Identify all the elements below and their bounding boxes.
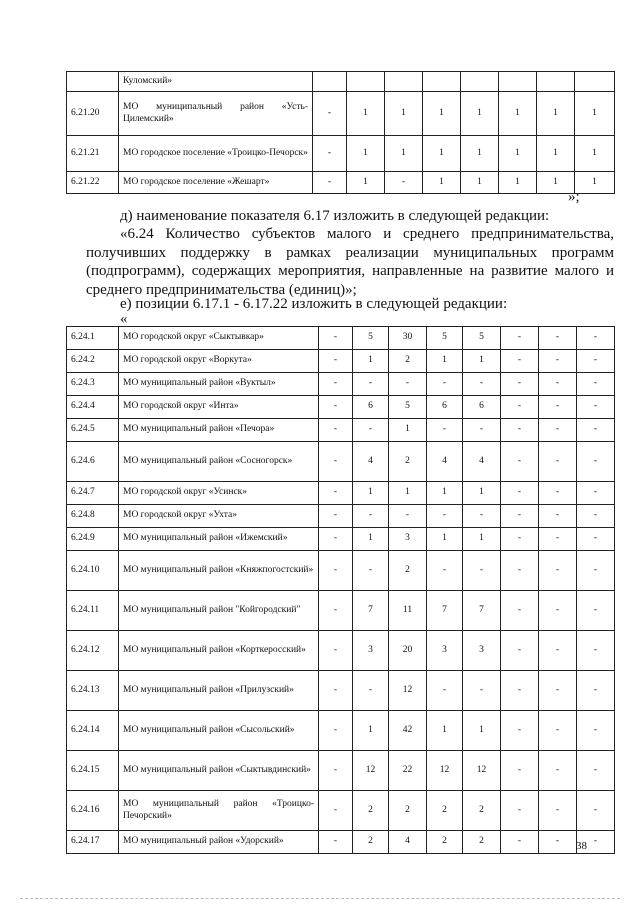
value-cell: -: [577, 631, 615, 671]
value-cell: 1: [423, 92, 461, 136]
value-cell: -: [353, 671, 389, 711]
value-cell: 4: [463, 442, 501, 482]
value-cell: 2: [463, 791, 501, 831]
table-row: [67, 442, 615, 482]
value-cell: -: [501, 551, 539, 591]
value-cell: 3: [463, 631, 501, 671]
value-cell: -: [319, 482, 353, 505]
value-cell: -: [353, 505, 389, 528]
table-row: [67, 92, 615, 136]
table-row: [67, 373, 615, 396]
page-bottom-edge: [20, 898, 620, 899]
municipality-name-cell: МО муниципальный район «Прилузский»: [119, 671, 319, 711]
value-cell: -: [577, 528, 615, 551]
value-cell: -: [577, 591, 615, 631]
row-number-cell: 6.24.3: [67, 373, 119, 396]
value-cell: [385, 72, 423, 92]
value-cell: -: [319, 373, 353, 396]
municipality-name-cell: МО муниципальный район «Вуктыл»: [119, 373, 319, 396]
value-cell: 1: [537, 172, 575, 194]
value-cell: 2: [389, 350, 427, 373]
value-cell: -: [539, 373, 577, 396]
value-cell: -: [577, 373, 615, 396]
value-cell: 1: [385, 92, 423, 136]
value-cell: 1: [499, 172, 537, 194]
value-cell: 12: [353, 751, 389, 791]
value-cell: 1: [347, 172, 385, 194]
row-number-cell: 6.24.14: [67, 711, 119, 751]
municipality-name-cell: МО муниципальный район «Троицко-Печорский»: [119, 791, 319, 831]
value-cell: [461, 72, 499, 92]
value-cell: -: [501, 396, 539, 419]
value-cell: -: [577, 831, 615, 854]
value-cell: 1: [537, 136, 575, 172]
value-cell: -: [577, 551, 615, 591]
value-cell: -: [577, 419, 615, 442]
table-row: [67, 505, 615, 528]
municipality-name-cell: МО городской округ «Сыктывкар»: [119, 327, 319, 350]
value-cell: -: [319, 591, 353, 631]
value-cell: -: [501, 482, 539, 505]
value-cell: 1: [461, 92, 499, 136]
table-row: [67, 591, 615, 631]
value-cell: 12: [463, 751, 501, 791]
value-cell: 4: [427, 442, 463, 482]
table-row: [67, 711, 615, 751]
table-row: [67, 528, 615, 551]
value-cell: -: [577, 711, 615, 751]
value-cell: -: [353, 551, 389, 591]
value-cell: -: [577, 442, 615, 482]
value-cell: 1: [423, 136, 461, 172]
value-cell: -: [313, 172, 347, 194]
value-cell: 2: [463, 831, 501, 854]
value-cell: -: [463, 505, 501, 528]
table-row: [67, 482, 615, 505]
value-cell: -: [539, 671, 577, 711]
value-cell: 42: [389, 711, 427, 751]
value-cell: -: [539, 350, 577, 373]
row-number-cell: 6.24.2: [67, 350, 119, 373]
value-cell: 1: [463, 350, 501, 373]
table-row: [67, 631, 615, 671]
value-cell: -: [539, 751, 577, 791]
municipality-name-cell: МО муниципальный район "Койгородский": [119, 591, 319, 631]
value-cell: -: [539, 442, 577, 482]
value-cell: -: [577, 791, 615, 831]
value-cell: -: [577, 751, 615, 791]
municipality-name-cell: МО городское поселение «Жешарт»: [119, 172, 313, 194]
value-cell: -: [539, 791, 577, 831]
value-cell: -: [501, 442, 539, 482]
value-cell: 1: [537, 92, 575, 136]
opening-quote-mark: «: [120, 311, 128, 327]
value-cell: 7: [353, 591, 389, 631]
municipality-name-cell: МО муниципальный район «Сысольский»: [119, 711, 319, 751]
municipality-name-cell: МО муниципальный район «Княжпогостский»: [119, 551, 319, 591]
row-number-cell: 6.24.1: [67, 327, 119, 350]
value-cell: 1: [427, 350, 463, 373]
row-number-cell: 6.24.13: [67, 671, 119, 711]
table-row: [67, 751, 615, 791]
value-cell: 6: [463, 396, 501, 419]
value-cell: -: [319, 711, 353, 751]
value-cell: -: [427, 505, 463, 528]
value-cell: 7: [427, 591, 463, 631]
value-cell: 1: [385, 136, 423, 172]
value-cell: -: [501, 591, 539, 631]
value-cell: 3: [427, 631, 463, 671]
value-cell: -: [319, 505, 353, 528]
value-cell: 1: [353, 711, 389, 751]
value-cell: -: [501, 373, 539, 396]
value-cell: 1: [423, 172, 461, 194]
municipality-name-cell: МО муниципальный район «Корткеросский»: [119, 631, 319, 671]
value-cell: 6: [353, 396, 389, 419]
row-number-cell: 6.21.21: [67, 136, 119, 172]
value-cell: 1: [461, 172, 499, 194]
value-cell: -: [501, 505, 539, 528]
municipality-name-cell: МО муниципальный район «Сосногорск»: [119, 442, 319, 482]
row-number-cell: 6.24.9: [67, 528, 119, 551]
value-cell: -: [313, 92, 347, 136]
row-number-cell: 6.24.17: [67, 831, 119, 854]
row-number-cell: [67, 72, 119, 92]
value-cell: -: [539, 396, 577, 419]
table-row: [67, 671, 615, 711]
row-number-cell: 6.24.6: [67, 442, 119, 482]
value-cell: 7: [463, 591, 501, 631]
value-cell: 2: [427, 791, 463, 831]
value-cell: [423, 72, 461, 92]
closing-quote-mark: »;: [568, 189, 580, 205]
value-cell: 3: [389, 528, 427, 551]
value-cell: -: [539, 419, 577, 442]
value-cell: 12: [389, 671, 427, 711]
table-row: [67, 551, 615, 591]
value-cell: 2: [353, 791, 389, 831]
value-cell: 11: [389, 591, 427, 631]
municipality-name-cell: МО городской округ «Усинск»: [119, 482, 319, 505]
value-cell: -: [427, 373, 463, 396]
value-cell: -: [319, 327, 353, 350]
value-cell: -: [319, 396, 353, 419]
value-cell: -: [577, 350, 615, 373]
value-cell: 4: [389, 831, 427, 854]
value-cell: -: [501, 631, 539, 671]
value-cell: [537, 72, 575, 92]
value-cell: 1: [427, 711, 463, 751]
value-cell: 6: [427, 396, 463, 419]
municipality-name-cell: МО городской округ «Ухта»: [119, 505, 319, 528]
value-cell: -: [319, 751, 353, 791]
value-cell: -: [577, 327, 615, 350]
row-number-cell: 6.24.5: [67, 419, 119, 442]
value-cell: -: [501, 327, 539, 350]
value-cell: 1: [461, 136, 499, 172]
row-number-cell: 6.21.22: [67, 172, 119, 194]
value-cell: [499, 72, 537, 92]
value-cell: 1: [353, 350, 389, 373]
value-cell: -: [353, 419, 389, 442]
paragraph-indicator-name: «6.24 Количество субъектов малого и среднего предпринимательства, получивших поддержку в рамках реализации муниципальных программ (подпрограмм), содержащих мероприятия, направленные на развитие малого и среднего предпринимательства (единиц)»;: [86, 226, 614, 298]
value-cell: 2: [427, 831, 463, 854]
value-cell: -: [501, 831, 539, 854]
value-cell: 1: [575, 92, 615, 136]
table-row: [67, 72, 615, 92]
municipality-name-cell: МО муниципальный район «Печора»: [119, 419, 319, 442]
value-cell: 1: [499, 136, 537, 172]
value-cell: 5: [389, 396, 427, 419]
value-cell: -: [319, 631, 353, 671]
municipality-name-cell: МО городской округ «Воркута»: [119, 350, 319, 373]
value-cell: -: [501, 350, 539, 373]
municipality-name-cell: МО муниципальный район «Сыктывдинский»: [119, 751, 319, 791]
row-number-cell: 6.24.10: [67, 551, 119, 591]
value-cell: 22: [389, 751, 427, 791]
table-row: [67, 327, 615, 350]
value-cell: -: [427, 551, 463, 591]
value-cell: 1: [353, 482, 389, 505]
value-cell: 1: [347, 136, 385, 172]
value-cell: -: [353, 373, 389, 396]
row-number-cell: 6.24.4: [67, 396, 119, 419]
value-cell: -: [501, 711, 539, 751]
value-cell: 20: [389, 631, 427, 671]
page-number: 38: [576, 840, 587, 852]
table-row: [67, 396, 615, 419]
municipality-name-cell: Куломский»: [119, 72, 313, 92]
row-number-cell: 6.24.7: [67, 482, 119, 505]
value-cell: -: [389, 505, 427, 528]
value-cell: 5: [463, 327, 501, 350]
value-cell: 1: [389, 419, 427, 442]
table-row: [67, 136, 615, 172]
row-number-cell: 6.24.11: [67, 591, 119, 631]
value-cell: -: [463, 671, 501, 711]
value-cell: -: [577, 482, 615, 505]
value-cell: -: [319, 671, 353, 711]
value-cell: [347, 72, 385, 92]
value-cell: -: [319, 791, 353, 831]
value-cell: [313, 72, 347, 92]
value-cell: -: [427, 419, 463, 442]
value-cell: -: [539, 505, 577, 528]
value-cell: -: [427, 671, 463, 711]
value-cell: -: [501, 751, 539, 791]
value-cell: 2: [389, 791, 427, 831]
value-cell: -: [539, 711, 577, 751]
value-cell: -: [463, 373, 501, 396]
value-cell: 12: [427, 751, 463, 791]
value-cell: -: [319, 551, 353, 591]
municipality-name-cell: МО муниципальный район «Удорский»: [119, 831, 319, 854]
value-cell: 5: [353, 327, 389, 350]
value-cell: -: [577, 505, 615, 528]
value-cell: -: [319, 419, 353, 442]
value-cell: [575, 72, 615, 92]
value-cell: -: [463, 419, 501, 442]
row-number-cell: 6.21.20: [67, 92, 119, 136]
value-cell: -: [539, 551, 577, 591]
value-cell: 1: [463, 711, 501, 751]
value-cell: -: [313, 136, 347, 172]
value-cell: -: [501, 791, 539, 831]
value-cell: -: [577, 396, 615, 419]
value-cell: 3: [353, 631, 389, 671]
row-number-cell: 6.24.8: [67, 505, 119, 528]
value-cell: 2: [353, 831, 389, 854]
value-cell: -: [577, 671, 615, 711]
table-row: [67, 350, 615, 373]
indicator-table-continued: [66, 71, 615, 194]
value-cell: 1: [389, 482, 427, 505]
value-cell: -: [385, 172, 423, 194]
value-cell: -: [319, 442, 353, 482]
municipality-name-cell: МО муниципальный район «Ижемский»: [119, 528, 319, 551]
value-cell: -: [539, 482, 577, 505]
value-cell: -: [539, 327, 577, 350]
value-cell: -: [501, 528, 539, 551]
value-cell: 30: [389, 327, 427, 350]
value-cell: 1: [353, 528, 389, 551]
value-cell: 1: [427, 528, 463, 551]
value-cell: -: [389, 373, 427, 396]
value-cell: -: [539, 631, 577, 671]
value-cell: 1: [347, 92, 385, 136]
table-row: [67, 419, 615, 442]
row-number-cell: 6.24.12: [67, 631, 119, 671]
value-cell: -: [539, 831, 577, 854]
indicator-table-main: [66, 326, 615, 854]
paragraph-d: д) наименование показателя 6.17 изложить в следующей редакции:: [120, 208, 550, 224]
row-number-cell: 6.24.16: [67, 791, 119, 831]
value-cell: 2: [389, 442, 427, 482]
value-cell: -: [539, 591, 577, 631]
value-cell: -: [463, 551, 501, 591]
row-number-cell: 6.24.15: [67, 751, 119, 791]
value-cell: 1: [575, 136, 615, 172]
value-cell: 4: [353, 442, 389, 482]
value-cell: -: [501, 419, 539, 442]
value-cell: 1: [463, 528, 501, 551]
table-row: [67, 791, 615, 831]
value-cell: 1: [463, 482, 501, 505]
municipality-name-cell: МО городское поселение «Троицко-Печорск»: [119, 136, 313, 172]
municipality-name-cell: МО муниципальный район «Усть-Цилемский»: [119, 92, 313, 136]
value-cell: 2: [389, 551, 427, 591]
value-cell: 1: [427, 482, 463, 505]
value-cell: -: [319, 831, 353, 854]
table-row: [67, 172, 615, 194]
value-cell: -: [501, 671, 539, 711]
value-cell: 5: [427, 327, 463, 350]
table-row: [67, 831, 615, 854]
paragraph-e: е) позиции 6.17.1 - 6.17.22 изложить в следующей редакции:: [120, 296, 508, 312]
value-cell: -: [539, 528, 577, 551]
value-cell: -: [319, 350, 353, 373]
value-cell: 1: [499, 92, 537, 136]
value-cell: -: [319, 528, 353, 551]
municipality-name-cell: МО городской округ «Инта»: [119, 396, 319, 419]
value-cell: 1: [575, 172, 615, 194]
